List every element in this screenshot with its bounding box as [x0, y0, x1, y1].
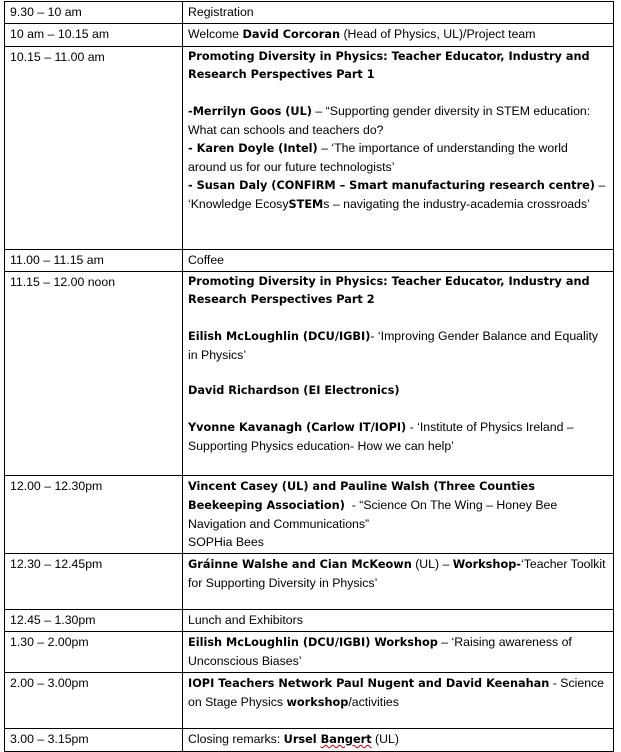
speaker-name: -Merrilyn Goos (UL) — [188, 105, 312, 118]
talk-title: - ‘Improving Gender Balance and Equality in Physics’ — [188, 329, 599, 362]
talk-title: ‘Teacher Toolkit for Supporting Diversity in Physics’ — [188, 557, 606, 590]
speaker-name: Ursel — [283, 733, 321, 746]
table-row — [5, 272, 614, 476]
table-row — [5, 476, 614, 554]
table-row — [5, 250, 614, 272]
time-cell: 10.15 – 11.00 am — [5, 47, 183, 250]
table-row — [5, 632, 614, 673]
spacer — [188, 84, 608, 102]
time-cell: 11.00 – 11.15 am — [5, 250, 183, 272]
time-cell: 12.30 – 12.45pm — [5, 554, 183, 610]
speaker-name: - Karen Doyle (Intel) — [188, 142, 318, 155]
speaker-name: Gráinne Walshe and Cian McKeown — [188, 558, 412, 571]
session-text: (UL) – — [411, 557, 453, 571]
session-cell: Lunch and Exhibitors — [183, 610, 614, 632]
session-cell — [183, 632, 614, 673]
session-cell — [183, 554, 614, 610]
speaker-name: David Richardson (EI Electronics) — [188, 384, 400, 397]
speaker-name: Eilish McLoughlin (DCU/IGBI) — [188, 330, 371, 343]
talk-item — [188, 327, 608, 364]
workshop-label: workshop — [286, 696, 349, 709]
talk-title: - “Science On The Wing – Honey Bee Navigation and Communications” — [188, 498, 561, 531]
spacer — [188, 400, 608, 418]
talk-item — [188, 418, 608, 455]
talk-title: – ‘The importance of understanding the world around us for our future technologists’ — [188, 141, 568, 174]
time-cell: 9.30 – 10 am — [5, 2, 183, 24]
session-title: Promoting Diversity in Physics: Teacher Educator, Industry and Research Perspectives Part 1 — [188, 50, 590, 81]
speaker-name: Eilish McLoughlin (DCU/IGBI) Workshop — [188, 636, 438, 649]
spacer — [188, 309, 608, 327]
talk-item — [188, 176, 608, 214]
session-cell — [183, 729, 614, 752]
session-text: Welcome — [188, 27, 243, 41]
time-cell: 11.15 – 12.00 noon — [5, 272, 183, 476]
speaker-name: IOPI Teachers Network Paul Nugent and David Keenahan — [188, 677, 550, 690]
session-cell — [183, 47, 614, 250]
talk-title: – ‘Knowledge Ecosy — [188, 178, 606, 211]
workshop-label: Workshop- — [452, 558, 521, 571]
session-text: - Science on Stage Physics — [188, 676, 605, 709]
speaker-name: Bangert — [320, 733, 372, 746]
spacer — [188, 364, 608, 382]
talk-title: – ‘Raising awareness of Unconscious Biases’ — [188, 635, 572, 668]
speaker-name: Vincent Casey (UL) and Pauline Walsh (Three Counties Beekeeping Association) — [188, 480, 535, 512]
session-text: (Head of Physics, UL)/Project team — [340, 27, 536, 41]
session-text: /activities — [348, 695, 399, 709]
session-cell — [183, 24, 614, 47]
session-cell: Coffee — [183, 250, 614, 272]
time-cell: 1.30 – 2.00pm — [5, 632, 183, 673]
talk-item — [188, 139, 608, 176]
session-cell: Registration — [183, 2, 614, 24]
table-row — [5, 24, 614, 47]
table-row — [5, 554, 614, 610]
session-text: Closing remarks: — [188, 732, 284, 746]
talk-title: – “Supporting gender diversity in STEM education: What can schools and teachers do? — [188, 104, 591, 137]
table-row — [5, 673, 614, 729]
time-cell: 12.45 – 1.30pm — [5, 610, 183, 632]
talk-item — [188, 477, 608, 533]
speaker-name: David Corcoran — [242, 28, 341, 41]
table-row — [5, 47, 614, 250]
session-cell — [183, 272, 614, 476]
talk-title-emphasis: STEM — [288, 198, 324, 211]
schedule-table — [4, 1, 614, 752]
table-row — [5, 2, 614, 24]
session-text: (UL) — [371, 732, 399, 746]
table-row — [5, 610, 614, 632]
talk-item — [188, 102, 608, 139]
talk-title: s – navigating the industry-academia crossroads’ — [323, 197, 590, 211]
time-cell: 3.00 – 3.15pm — [5, 729, 183, 752]
session-note: SOPHia Bees — [188, 535, 264, 549]
talk-title: - ‘Institute of Physics Ireland – Supporting Physics education- How we can help’ — [188, 420, 574, 453]
speaker-name: Yvonne Kavanagh (Carlow IT/IOPI) — [188, 421, 407, 434]
table-row — [5, 729, 614, 752]
time-cell: 12.00 – 12.30pm — [5, 476, 183, 554]
session-title: Promoting Diversity in Physics: Teacher Educator, Industry and Research Perspectives Part 2 — [188, 275, 590, 306]
time-cell: 10 am – 10.15 am — [5, 24, 183, 47]
session-cell — [183, 673, 614, 729]
time-cell: 2.00 – 3.00pm — [5, 673, 183, 729]
speaker-name: - Susan Daly (CONFIRM – Smart manufacturing research centre) — [188, 179, 595, 192]
session-cell — [183, 476, 614, 554]
